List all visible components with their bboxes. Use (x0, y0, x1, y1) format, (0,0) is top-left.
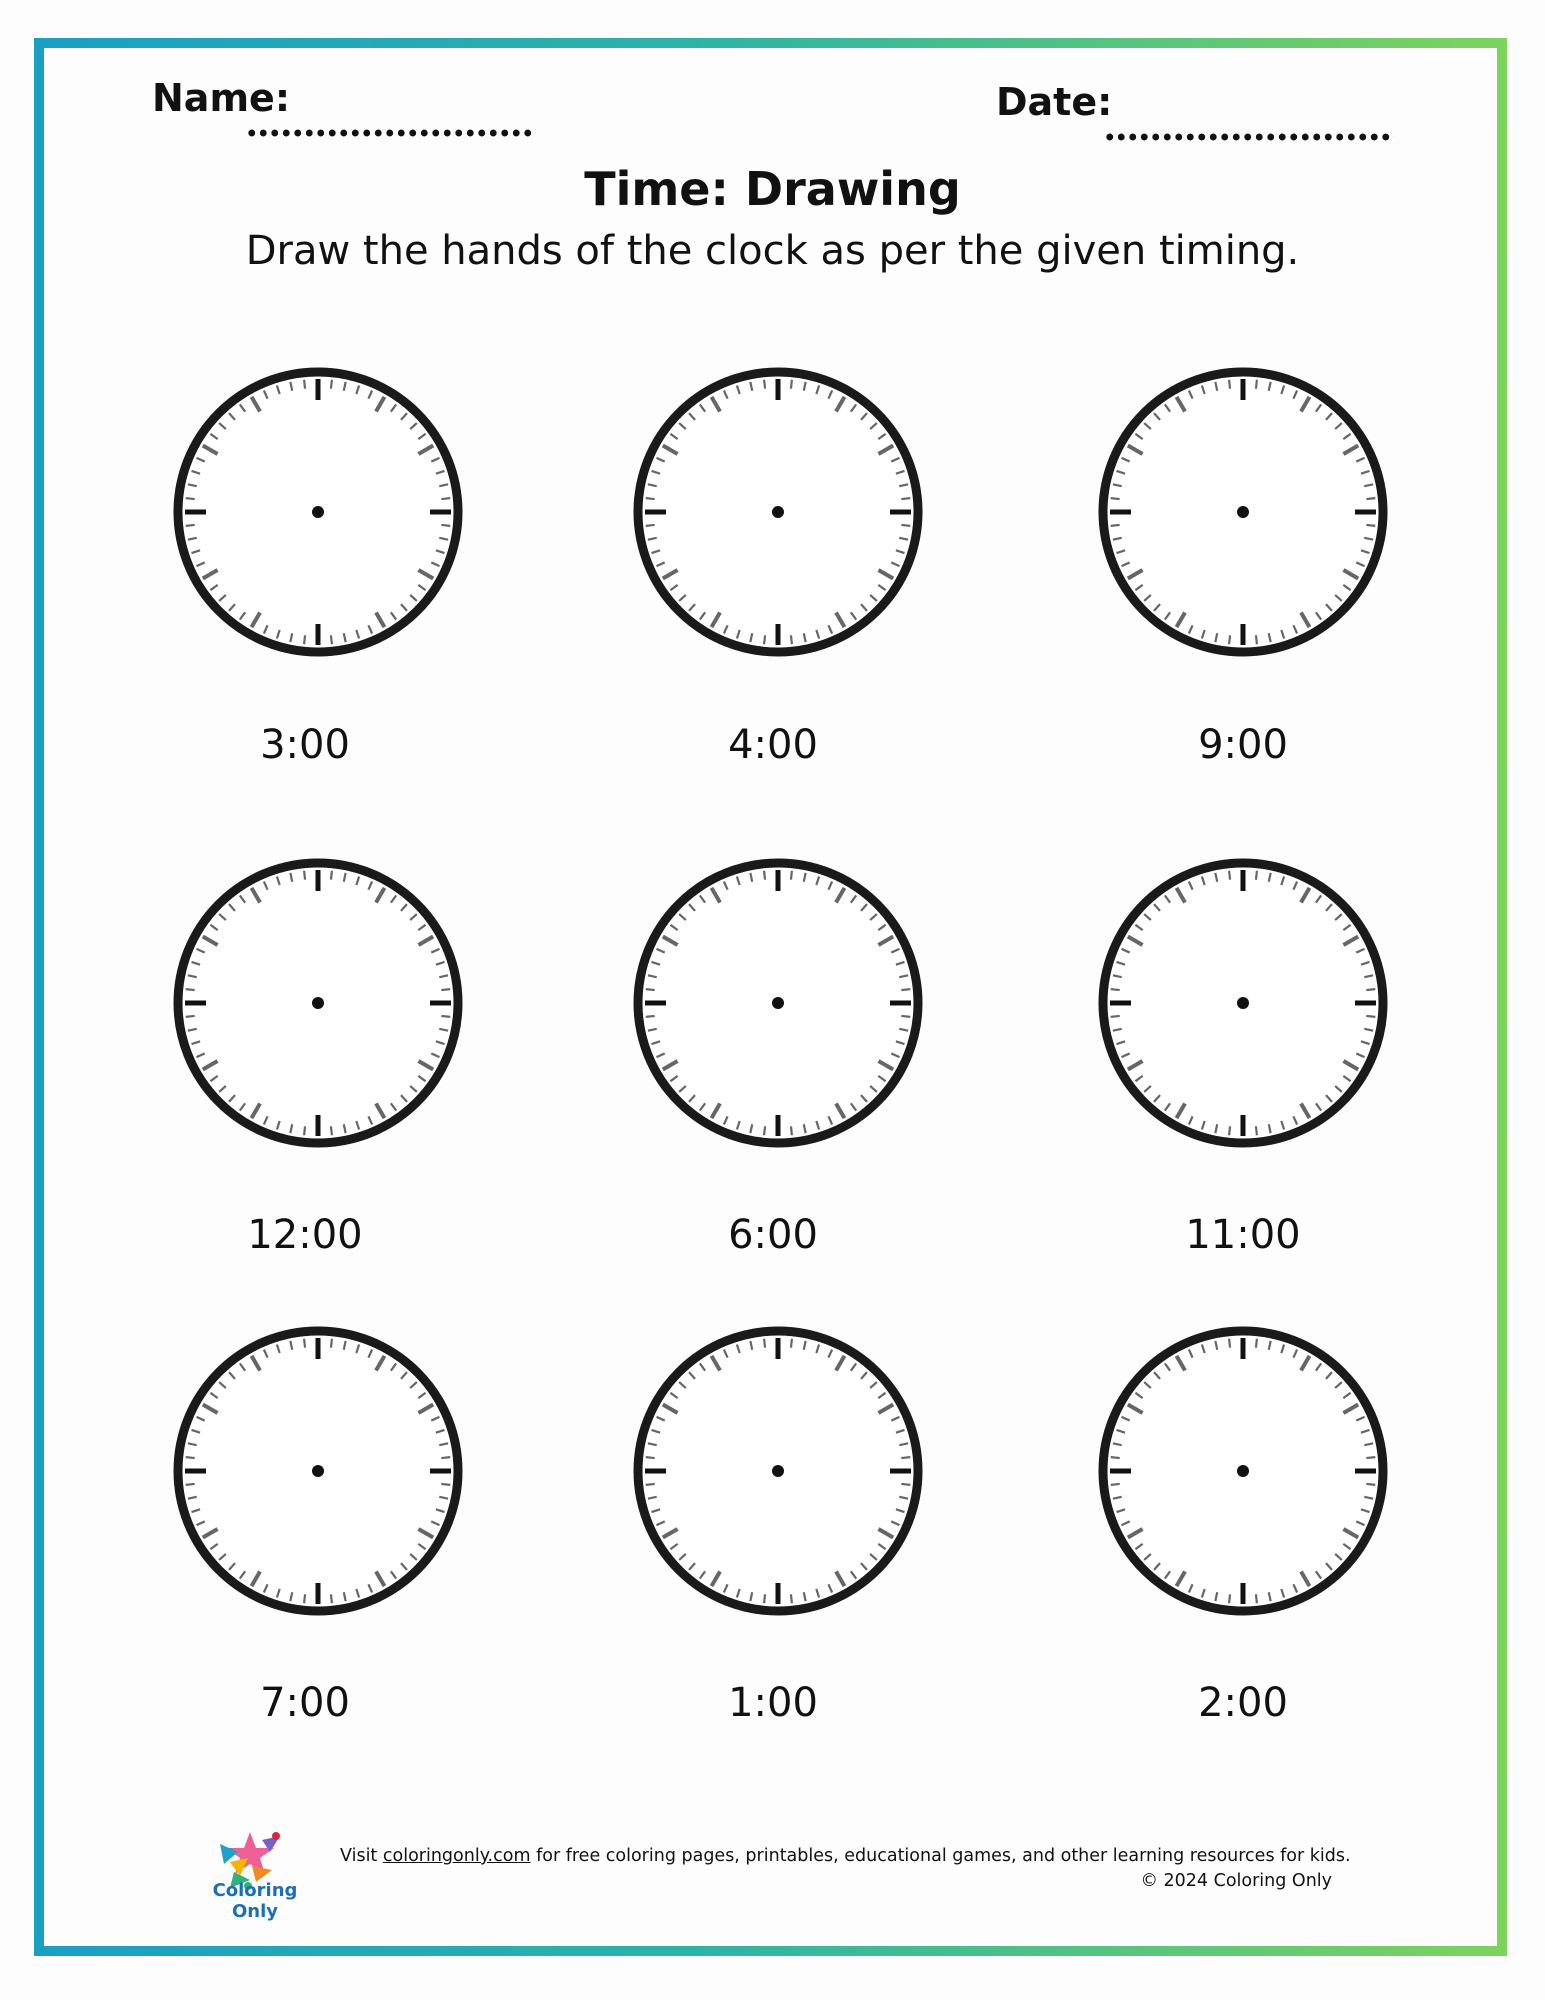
clock-time-label: 6:00 (728, 1212, 818, 1258)
date-field-line[interactable] (1104, 132, 1394, 142)
clock-face[interactable] (168, 362, 468, 662)
clock-time-label: 2:00 (1198, 1680, 1288, 1726)
name-field-line[interactable] (246, 128, 536, 138)
clock-face[interactable] (628, 853, 928, 1153)
clock-face[interactable] (168, 853, 468, 1153)
clock-time-label: 9:00 (1198, 722, 1288, 768)
instructions-text: Draw the hands of the clock as per the given timing. (245, 228, 1300, 274)
date-label: Date: (996, 80, 1113, 124)
clock-time-label: 3:00 (260, 722, 350, 768)
footer-link[interactable]: coloringonly.com (382, 1846, 531, 1866)
clock-time-label: 7:00 (260, 1680, 350, 1726)
clock-time-label: 1:00 (728, 1680, 818, 1726)
clock-time-label: 12:00 (247, 1212, 363, 1258)
footer-visit-suffix: for free coloring pages, printables, educational games, and other learning resources for kids. (536, 1846, 1351, 1866)
logo-text: Coloring Only (212, 1880, 298, 1922)
clock-time-label: 11:00 (1185, 1212, 1301, 1258)
clock-time-label: 4:00 (728, 722, 818, 768)
name-label: Name: (152, 76, 291, 120)
footer-visit-line (340, 1846, 1351, 1866)
clock-face[interactable] (628, 362, 928, 662)
clock-face[interactable] (1093, 853, 1393, 1153)
clock-face[interactable] (1093, 362, 1393, 662)
footer-copyright: © 2024 Coloring Only (1140, 1871, 1332, 1891)
clock-face[interactable] (168, 1321, 468, 1621)
footer-visit-prefix: Visit (340, 1846, 378, 1866)
clock-face[interactable] (628, 1321, 928, 1621)
page-title: Time: Drawing (584, 162, 961, 216)
clock-face[interactable] (1093, 1321, 1393, 1621)
